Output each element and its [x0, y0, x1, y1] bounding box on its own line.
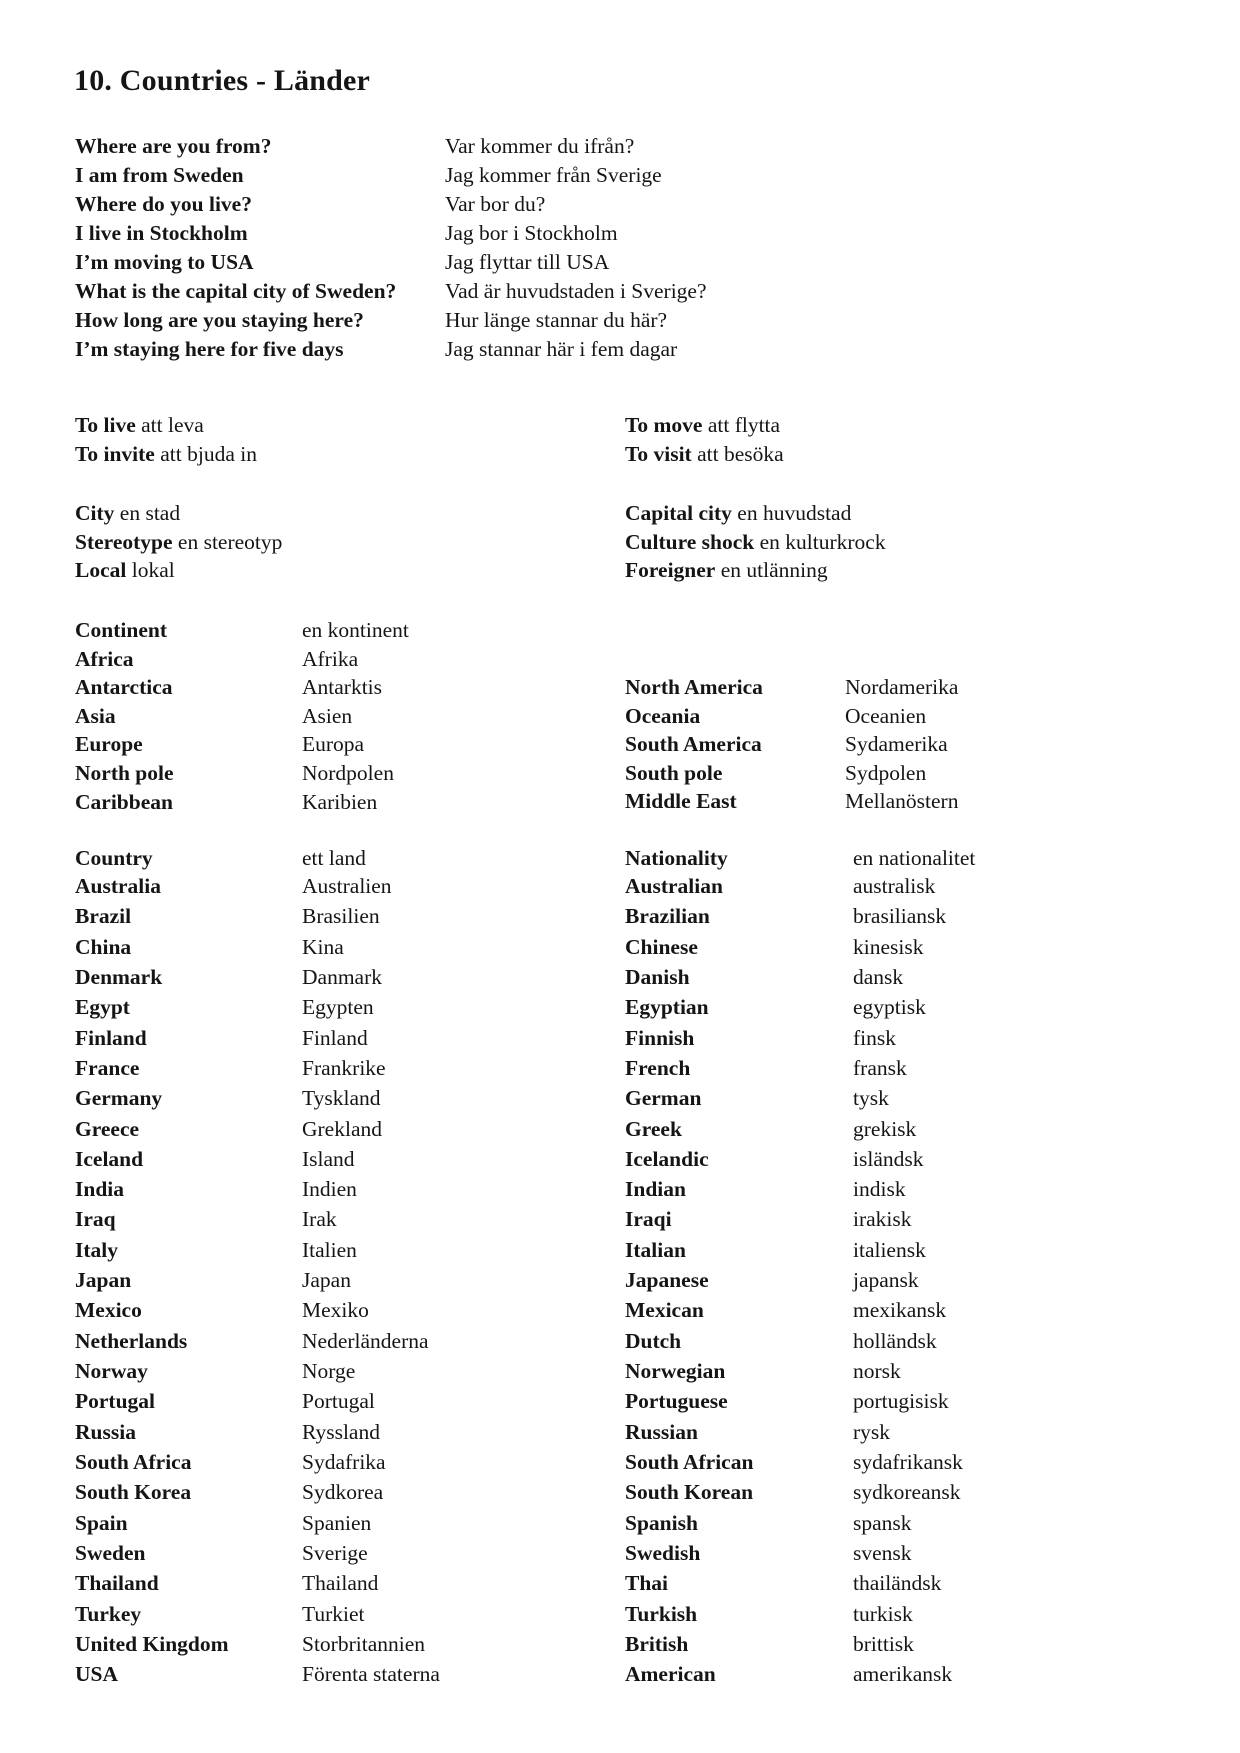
country-row: [75, 1599, 963, 1629]
phrase-english: What is the capital city of Sweden?: [75, 279, 397, 303]
continent-row: [625, 702, 958, 731]
nationality-swedish: amerikansk: [853, 1662, 953, 1687]
noun-swedish: en stad: [114, 501, 181, 525]
country-swedish: Thailand: [302, 1571, 379, 1596]
nationality-swedish: australisk: [853, 874, 936, 898]
country-row: [75, 1023, 963, 1053]
nationality-swedish: svensk: [853, 1540, 912, 1565]
phrase-row: [75, 335, 707, 364]
continent-swedish: Karibien: [302, 789, 378, 814]
noun-row: [625, 556, 886, 585]
noun-row: [75, 528, 282, 557]
country-english: Italy: [75, 1237, 118, 1262]
country-row: [75, 1417, 963, 1447]
nationality-english: Dutch: [625, 1328, 682, 1353]
verb-row: [75, 440, 257, 469]
nationality-english: Australian: [625, 874, 723, 898]
verb-english: To visit: [625, 441, 692, 466]
nationality-swedish: portugisisk: [853, 1389, 949, 1414]
nationality-swedish: egyptisk: [853, 995, 926, 1020]
nationality-swedish: tysk: [853, 1086, 889, 1111]
country-english: Denmark: [75, 964, 163, 989]
noun-row: [625, 528, 886, 557]
nationality-swedish: dansk: [853, 964, 904, 989]
country-row: [75, 1265, 963, 1295]
verb-swedish: att bjuda in: [154, 441, 257, 466]
country-english: Spain: [75, 1510, 128, 1535]
country-row: [75, 1447, 963, 1477]
country-row: [75, 1144, 963, 1174]
country-swedish: Sydafrika: [302, 1449, 386, 1474]
country-english: Brazil: [75, 904, 132, 929]
continent-english: Middle East: [625, 789, 737, 814]
phrase-row: [75, 248, 707, 277]
noun-swedish: en utlänning: [715, 558, 828, 583]
country-english: South Korea: [75, 1480, 192, 1505]
phrase-english: How long are you staying here?: [75, 308, 364, 332]
nationality-english: French: [625, 1055, 691, 1080]
country-row: [75, 1386, 963, 1416]
country-english: Egypt: [75, 995, 130, 1020]
noun-row: [75, 556, 282, 585]
country-english: France: [75, 1055, 140, 1080]
country-row: [75, 1295, 963, 1325]
nationality-swedish: indisk: [853, 1177, 906, 1202]
continent-row: [75, 759, 409, 788]
nationality-english: Brazilian: [625, 904, 710, 929]
continent-swedish: Europa: [302, 732, 365, 757]
continent-swedish: Nordamerika: [845, 675, 959, 699]
country-english: Finland: [75, 1025, 147, 1050]
nationality-swedish: holländsk: [853, 1328, 937, 1353]
country-english: Sweden: [75, 1540, 146, 1565]
continent-row: [75, 645, 409, 674]
phrase-english: I live in Stockholm: [75, 221, 248, 245]
verbs-right-section: [625, 411, 784, 468]
country-swedish: Sverige: [302, 1540, 368, 1565]
phrase-swedish: Jag bor i Stockholm: [445, 221, 618, 245]
phrase-row: [75, 219, 707, 248]
continent-swedish: Asien: [302, 703, 353, 728]
country-row: [75, 1053, 963, 1083]
page-title: 10. Countries - Länder: [74, 64, 371, 97]
continent-english: North pole: [75, 760, 174, 785]
nationality-swedish: kinesisk: [853, 934, 924, 959]
country-swedish: Danmark: [302, 964, 382, 989]
country-swedish: Storbritannien: [302, 1631, 426, 1656]
country-english: China: [75, 934, 132, 959]
country-swedish: Portugal: [302, 1389, 375, 1414]
country-row: [75, 962, 963, 992]
noun-row: [75, 499, 282, 528]
nationality-swedish: sydkoreansk: [853, 1480, 961, 1505]
phrase-row: [75, 306, 707, 335]
nationality-swedish: italiensk: [853, 1237, 926, 1262]
country-swedish: Förenta staterna: [302, 1662, 440, 1687]
noun-english: City: [75, 501, 115, 525]
nationality-english: Icelandic: [625, 1146, 709, 1171]
country-swedish: Island: [302, 1146, 355, 1171]
nationality-swedish: spansk: [853, 1510, 912, 1535]
continent-swedish: Nordpolen: [302, 760, 394, 785]
country-english: Iraq: [75, 1207, 116, 1232]
nationality-english: Chinese: [625, 934, 698, 959]
country-english: Netherlands: [75, 1328, 188, 1353]
continents-right-section: [625, 673, 958, 816]
country-swedish: Egypten: [302, 995, 374, 1020]
nationality-english: South African: [625, 1449, 754, 1474]
continent-swedish: Sydpolen: [845, 760, 927, 785]
phrases-section: [75, 132, 707, 364]
country-english: Mexico: [75, 1298, 142, 1323]
country-english: South Africa: [75, 1449, 192, 1474]
nouns-right-section: [625, 499, 886, 585]
nationality-english: Swedish: [625, 1540, 701, 1565]
verb-swedish: att flytta: [702, 413, 781, 437]
country-row: [75, 1568, 963, 1598]
nationality-swedish: rysk: [853, 1419, 891, 1444]
nationality-english: German: [625, 1086, 702, 1111]
continent-swedish: Mellanöstern: [845, 789, 959, 814]
nationality-english: Russian: [625, 1419, 698, 1444]
continents-left-section: [75, 616, 409, 816]
noun-english: Local: [75, 558, 127, 583]
country-row: [75, 1508, 963, 1538]
country-swedish: Spanien: [302, 1510, 372, 1535]
nationality-english: British: [625, 1631, 689, 1656]
country-swedish: Australien: [302, 874, 392, 898]
countries-header-nationality-sv: en nationalitet: [853, 846, 976, 870]
noun-swedish: lokal: [126, 558, 175, 583]
countries-header-row: [75, 845, 975, 871]
nationality-swedish: turkisk: [853, 1601, 913, 1626]
verb-english: To invite: [75, 441, 155, 466]
phrase-english: I’m moving to USA: [75, 250, 254, 274]
nationality-english: Finnish: [625, 1025, 695, 1050]
nationality-swedish: grekisk: [853, 1116, 917, 1141]
phrase-swedish: Hur länge stannar du här?: [445, 308, 668, 332]
nationality-swedish: japansk: [853, 1268, 919, 1293]
verb-swedish: att besöka: [691, 441, 784, 466]
country-swedish: Irak: [302, 1207, 337, 1232]
nationality-swedish: brasiliansk: [853, 904, 947, 929]
country-swedish: Brasilien: [302, 904, 380, 929]
continent-english: Continent: [75, 618, 167, 642]
country-english: Greece: [75, 1116, 140, 1141]
verb-row: [625, 440, 784, 469]
continent-english: Antarctica: [75, 675, 173, 700]
country-row: [75, 1174, 963, 1204]
verb-row: [625, 411, 784, 440]
country-swedish: Sydkorea: [302, 1480, 384, 1505]
country-english: Australia: [75, 874, 161, 898]
country-row: [75, 1356, 963, 1386]
country-swedish: Nederländerna: [302, 1328, 429, 1353]
continent-swedish: Sydamerika: [845, 732, 948, 757]
continent-row: [75, 730, 409, 759]
noun-english: Foreigner: [625, 558, 716, 583]
country-swedish: Turkiet: [302, 1601, 365, 1626]
verb-swedish: att leva: [135, 413, 204, 437]
verb-row: [75, 411, 257, 440]
country-row: [75, 1659, 963, 1689]
continent-english: South America: [625, 732, 762, 757]
country-english: Japan: [75, 1268, 132, 1293]
phrase-row: [75, 132, 707, 161]
nationality-swedish: finsk: [853, 1025, 896, 1050]
country-swedish: Norge: [302, 1359, 356, 1383]
country-english: United Kingdom: [75, 1631, 229, 1656]
continent-row: [625, 673, 958, 702]
country-english: Portugal: [75, 1389, 156, 1414]
nationality-english: Spanish: [625, 1510, 698, 1535]
nationality-english: Danish: [625, 964, 690, 989]
nationality-english: Egyptian: [625, 995, 709, 1020]
continent-row: [625, 730, 958, 759]
nationality-swedish: mexikansk: [853, 1298, 947, 1323]
nationality-english: Turkish: [625, 1601, 698, 1626]
continent-english: South pole: [625, 760, 723, 785]
nationality-english: Mexican: [625, 1298, 704, 1323]
nationality-swedish: thailändsk: [853, 1571, 942, 1596]
country-swedish: Japan: [302, 1268, 351, 1293]
nationality-english: Italian: [625, 1237, 686, 1262]
continent-english: Africa: [75, 646, 134, 671]
noun-row: [625, 499, 886, 528]
phrase-swedish: Jag stannar här i fem dagar: [445, 337, 678, 361]
nationality-english: Indian: [625, 1177, 686, 1202]
verb-english: To move: [625, 413, 703, 437]
phrase-english: I am from Sweden: [75, 163, 244, 187]
noun-swedish: en stereotyp: [172, 529, 283, 554]
country-swedish: Tyskland: [302, 1086, 381, 1111]
country-swedish: Frankrike: [302, 1055, 386, 1080]
verbs-left-section: [75, 411, 257, 468]
country-row: [75, 1477, 963, 1507]
continent-swedish: Oceanien: [845, 703, 927, 728]
phrase-swedish: Jag kommer från Sverige: [445, 163, 662, 187]
nationality-english: South Korean: [625, 1480, 754, 1505]
country-row: [75, 1538, 963, 1568]
continent-english: Oceania: [625, 703, 701, 728]
country-swedish: Italien: [302, 1237, 357, 1262]
continent-english: Caribbean: [75, 789, 173, 814]
country-row: [75, 1629, 963, 1659]
continent-row: [75, 702, 409, 731]
country-row: [75, 901, 963, 931]
verb-english: To live: [75, 413, 136, 437]
country-english: India: [75, 1177, 125, 1202]
phrase-row: [75, 161, 707, 190]
noun-swedish: en huvudstad: [731, 501, 852, 525]
countries-header-country-sv: ett land: [302, 846, 366, 870]
countries-header-country: Country: [75, 846, 153, 870]
country-row: [75, 871, 963, 901]
continent-english: Asia: [75, 703, 116, 728]
country-swedish: Ryssland: [302, 1419, 380, 1444]
country-english: Iceland: [75, 1146, 144, 1171]
nationality-swedish: brittisk: [853, 1631, 914, 1656]
country-swedish: Grekland: [302, 1116, 382, 1141]
continent-english: Europe: [75, 732, 143, 757]
continent-swedish: Antarktis: [302, 675, 383, 700]
country-english: Turkey: [75, 1601, 142, 1626]
country-row: [75, 1083, 963, 1113]
continent-row: [625, 759, 958, 788]
country-english: Russia: [75, 1419, 136, 1444]
nationality-swedish: norsk: [853, 1359, 901, 1383]
country-swedish: Mexiko: [302, 1298, 369, 1323]
noun-english: Capital city: [625, 501, 732, 525]
noun-english: Culture shock: [625, 529, 755, 554]
phrase-swedish: Vad är huvudstaden i Sverige?: [445, 279, 707, 303]
noun-swedish: en kulturkrock: [754, 529, 886, 554]
nationality-english: Thai: [625, 1571, 669, 1596]
nationality-english: American: [625, 1662, 716, 1687]
country-swedish: Finland: [302, 1025, 368, 1050]
nationality-swedish: sydafrikansk: [853, 1449, 963, 1474]
country-row: [75, 1235, 963, 1265]
country-english: USA: [75, 1662, 119, 1687]
country-swedish: Indien: [302, 1177, 357, 1202]
continent-row: [75, 788, 409, 817]
nationality-english: Greek: [625, 1116, 682, 1141]
continent-swedish: en kontinent: [302, 618, 409, 642]
nationality-english: Iraqi: [625, 1207, 672, 1232]
phrase-row: [75, 190, 707, 219]
nouns-left-section: [75, 499, 282, 585]
nationality-swedish: irakisk: [853, 1207, 912, 1232]
countries-list: [75, 871, 963, 1689]
country-row: [75, 1204, 963, 1234]
continent-swedish: Afrika: [302, 646, 359, 671]
phrase-swedish: Var bor du?: [445, 192, 546, 216]
nationality-swedish: isländsk: [853, 1146, 924, 1171]
country-english: Thailand: [75, 1571, 159, 1596]
phrase-swedish: Jag flyttar till USA: [445, 250, 610, 274]
country-swedish: Kina: [302, 934, 344, 959]
nationality-english: Portuguese: [625, 1389, 728, 1414]
nationality-english: Japanese: [625, 1268, 709, 1293]
phrase-english: Where do you live?: [75, 192, 252, 216]
phrase-row: [75, 277, 707, 306]
country-english: Norway: [75, 1359, 148, 1383]
phrase-english: Where are you from?: [75, 134, 272, 158]
continent-english: North America: [625, 675, 763, 699]
country-row: [75, 1114, 963, 1144]
continent-row: [625, 787, 958, 816]
nationality-swedish: fransk: [853, 1055, 907, 1080]
country-row: [75, 1326, 963, 1356]
continent-row: [75, 616, 409, 645]
country-row: [75, 932, 963, 962]
noun-english: Stereotype: [75, 529, 173, 554]
phrase-swedish: Var kommer du ifrån?: [445, 134, 635, 158]
country-english: Germany: [75, 1086, 163, 1111]
phrase-english: I’m staying here for five days: [75, 337, 344, 361]
continent-row: [75, 673, 409, 702]
countries-header-nationality: Nationality: [625, 846, 728, 870]
nationality-english: Norwegian: [625, 1359, 726, 1383]
country-row: [75, 992, 963, 1022]
